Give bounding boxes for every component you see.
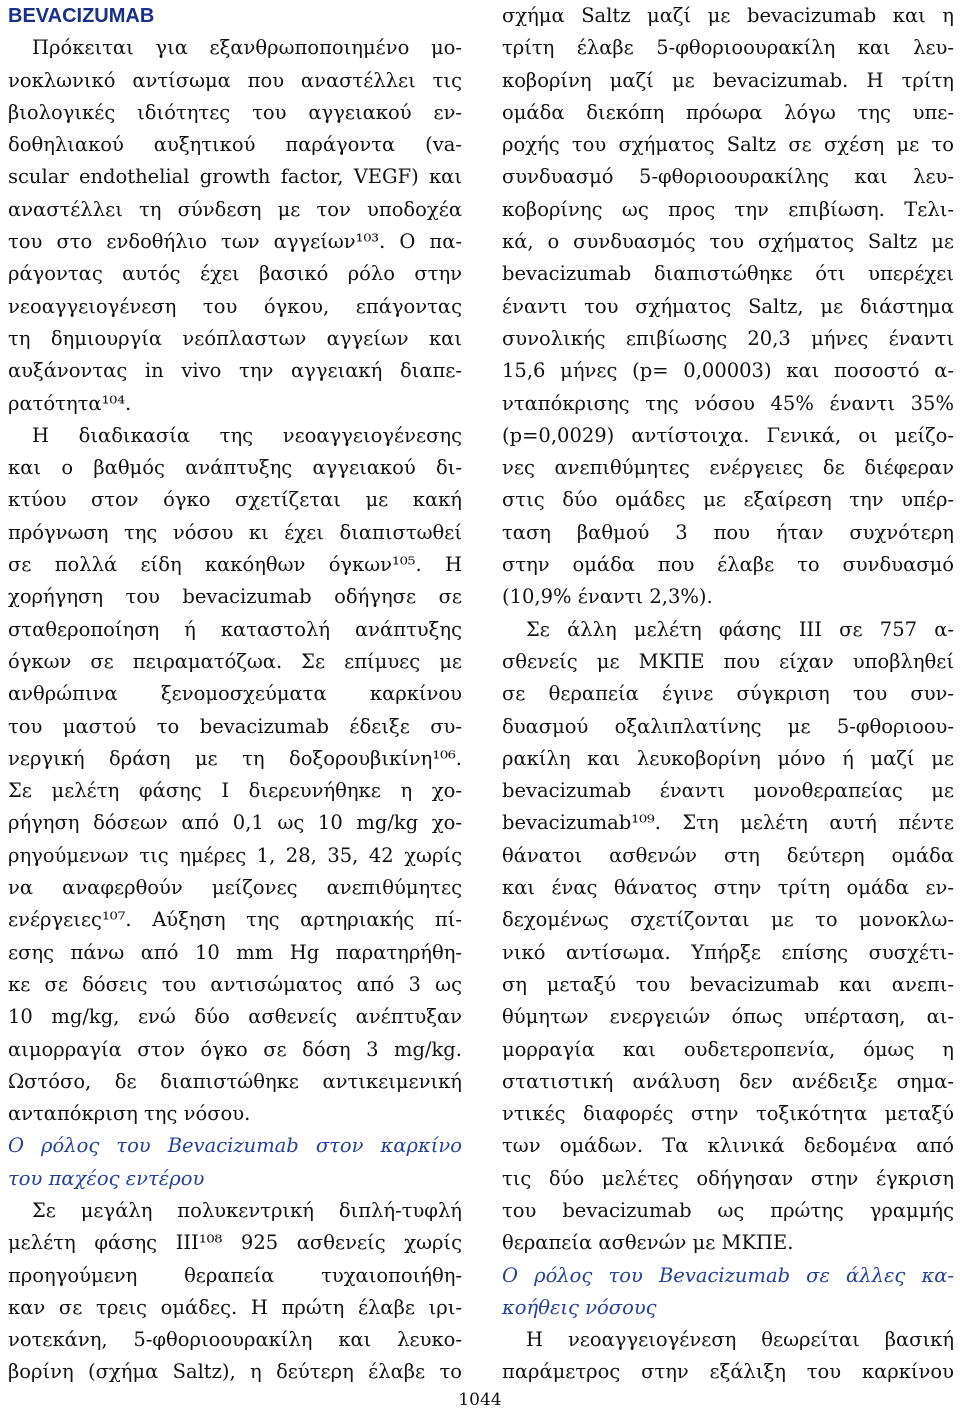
text-line: 15,6 μήνες (p= 0,00003) και ποσοστό α- bbox=[502, 359, 954, 383]
text-line: συνολικής επιβίωσης 20,3 μήνες έναντι bbox=[502, 326, 954, 350]
text-line: ράγοντας αυτός έχει βασικό ρόλο στην bbox=[8, 262, 462, 286]
text-line: ρατότητα¹⁰⁴. bbox=[8, 391, 132, 415]
text-line: τις δύο μελέτες οδήγησαν στην έγκριση bbox=[502, 1166, 954, 1190]
page-number: 1044 bbox=[458, 1390, 502, 1410]
text-line: (p=0,0029) αντίστοιχα. Γενικά, οι μείζο- bbox=[502, 423, 954, 447]
left-column bbox=[8, 0, 462, 1389]
text-line: και ένας θάνατος στην τρίτη ομάδα εν- bbox=[502, 876, 954, 900]
text-line: συνδυασμό 5-φθοριοουρακίλης και λευ- bbox=[502, 165, 954, 189]
text-line: του bevacizumab ως πρώτης γραμμής bbox=[502, 1198, 954, 1222]
text-line: του στο ενδοθήλιο των αγγείων¹⁰³. Ο πα- bbox=[8, 230, 462, 254]
text-line: να αναφερθούν μείζονες ανεπιθύμητες bbox=[8, 876, 462, 900]
text-line: σχήμα Saltz μαζί με bevacizumab και η bbox=[502, 4, 954, 27]
text-line: scular endothelial growth factor, VEGF) και bbox=[8, 165, 462, 189]
section-heading: του παχέος εντέρου bbox=[8, 1166, 205, 1190]
text-line: αυξάνοντας in vivo την αγγειακή διαπε- bbox=[8, 359, 462, 383]
text-line: δοθηλιακού αυξητικού παράγοντα (va- bbox=[8, 133, 462, 157]
text-line: ρακίλη και λευκοβορίνη μόνο ή μαζί με bbox=[502, 746, 954, 770]
text-line: κε σε δόσεις του αντισώματος από 3 ως bbox=[8, 972, 462, 996]
text-line: εσης πάνω από 10 mm Hg παρατηρήθη- bbox=[8, 940, 462, 964]
text-line: bevacizumab έναντι μονοθεραπείας με bbox=[502, 779, 954, 803]
text-line: ροχής του σχήματος Saltz σε σχέση με το bbox=[502, 133, 954, 157]
text-line: ντικές διαφορές στην τοξικότητα μεταξύ bbox=[502, 1102, 954, 1126]
text-line: Πρόκειται για εξανθρωποποιημένο μο- bbox=[32, 36, 462, 60]
text-line: νταπόκρισης της νόσου 45% έναντι 35% bbox=[502, 391, 954, 415]
section-heading: κοήθεις νόσους bbox=[502, 1295, 657, 1319]
text-line: του μαστού το bevacizumab έδειξε συ- bbox=[8, 714, 462, 738]
text-line: παράμετρος στην εξάλιξη του καρκίνου bbox=[502, 1360, 954, 1384]
text-line: Σε μεγάλη πολυκεντρική διπλή-τυφλή bbox=[32, 1198, 462, 1222]
text-line: αναστέλλει τη σύνδεση με τον υποδοχέα bbox=[8, 197, 462, 221]
text-line: σθενείς με ΜΚΠΕ που είχαν υποβληθεί bbox=[502, 649, 954, 673]
text-line: μορραγία και ουδετεροπενία, όμως η bbox=[502, 1037, 954, 1061]
text-line: όγκων σε πειραματόζωα. Σε επίμυες με bbox=[8, 649, 462, 673]
text-line: καν σε τρεις ομάδες. Η πρώτη έλαβε ιρι- bbox=[8, 1295, 462, 1319]
text-line: νικό αντίσωμα. Υπήρξε επίσης συσχέτι- bbox=[502, 940, 954, 964]
text-line: ανταπόκριση της νόσου. bbox=[8, 1102, 251, 1126]
text-line: bevacizumab διαπιστώθηκε ότι υπερέχει bbox=[502, 262, 954, 286]
text-line: νοτεκάνη, 5-φθοριοουρακίλη και λευκο- bbox=[8, 1328, 462, 1352]
text-line: νεργική δράση με τη δοξορουβικίνη¹⁰⁶. bbox=[8, 746, 462, 770]
text-line: 10 mg/kg, ενώ δύο ασθενείς ανέπτυξαν bbox=[8, 1005, 462, 1029]
text-line: δυασμού οξαλιπλατίνης με 5-φθοριοου- bbox=[502, 714, 954, 738]
text-line: μελέτη φάσης III¹⁰⁸ 925 ασθενείς χωρίς bbox=[8, 1231, 462, 1255]
text-line: θύμητων ενεργειών όπως υπέρταση, αι- bbox=[502, 1005, 954, 1029]
text-line: τρίτη έλαβε 5-φθοριοουρακίλη και λευ- bbox=[502, 36, 954, 60]
text-line: θεραπεία ασθενών με ΜΚΠΕ. bbox=[502, 1231, 794, 1255]
text-line: σταθεροποίηση ή καταστολή ανάπτυξης bbox=[8, 617, 462, 641]
text-line: σε πολλά είδη κακόηθων όγκων¹⁰⁵. Η bbox=[8, 553, 462, 577]
text-line: προηγούμενη θεραπεία τυχαιοποιήθη- bbox=[8, 1263, 462, 1287]
text-line: ανθρώπινα ξενομοσχεύματα καρκίνου bbox=[8, 682, 462, 706]
text-line: ενέργειες¹⁰⁷. Αύξηση της αρτηριακής πί- bbox=[8, 908, 462, 932]
text-line: έναντι του σχήματος Saltz, με διάστημα bbox=[502, 294, 954, 318]
article-title: BEVACIZUMAB bbox=[8, 5, 155, 27]
text-line: των ομάδων. Τα κλινικά δεδομένα από bbox=[502, 1134, 954, 1158]
text-line: πρόγνωση της νόσου κι έχει διαπιστωθεί bbox=[8, 520, 462, 544]
text-line: Σε μελέτη φάσης I διερευνήθηκε η χο- bbox=[8, 779, 462, 803]
text-line: κοβορίνη μαζί με bevacizumab. Η τρίτη bbox=[502, 68, 954, 92]
text-line: νες ανεπιθύμητες ενέργειες δε διέφεραν bbox=[502, 456, 954, 480]
text-line: σε θεραπεία έγινε σύγκριση του συν- bbox=[502, 682, 954, 706]
text-line: Η διαδικασία της νεοαγγειογένεσης bbox=[32, 423, 462, 447]
text-line: νοκλωνικό αντίσωμα που αναστέλλει τις bbox=[8, 68, 462, 92]
text-line: δεχομένως σχετίζονται με το μονοκλω- bbox=[502, 908, 954, 932]
text-line: Ωστόσο, δε διαπιστώθηκε αντικειμενική bbox=[8, 1069, 462, 1093]
text-line: τη δημιουργία νεόπλαστων αγγείων και bbox=[8, 326, 462, 350]
text-line: ταση βαθμού 3 που ήταν συχνότερη bbox=[502, 520, 954, 544]
text-line: ση μεταξύ του bevacizumab και ανεπι- bbox=[502, 972, 954, 996]
text-line: νεοαγγειογένεση του όγκου, επάγοντας bbox=[8, 294, 462, 318]
text-line: Σε άλλη μελέτη φάσης III σε 757 α- bbox=[526, 617, 954, 641]
text-line: στατιστική ανάλυση δεν ανέδειξε σημα- bbox=[502, 1069, 954, 1093]
text-line: στην ομάδα που έλαβε το συνδυασμό bbox=[502, 553, 954, 577]
text-line: βορίνη (σχήμα Saltz), η δεύτερη έλαβε το bbox=[8, 1360, 462, 1384]
text-line: bevacizumab¹⁰⁹. Στη μελέτη αυτή πέντε bbox=[502, 811, 954, 835]
text-line: ρηγούμενων τις ημέρες 1, 28, 35, 42 χωρίς bbox=[8, 843, 462, 867]
text-line: Η νεοαγγειογένεση θεωρείται βασική bbox=[526, 1328, 954, 1352]
text-line: στις δύο ομάδες με εξαίρεση την υπέρ- bbox=[502, 488, 954, 512]
text-line: (10,9% έναντι 2,3%). bbox=[502, 585, 713, 609]
section-heading: Ο ρόλος του Bevacizumab σε άλλες κα- bbox=[502, 1263, 954, 1287]
text-line: και ο βαθμός ανάπτυξης αγγειακού δι- bbox=[8, 456, 462, 480]
text-line: αιμορραγία στον όγκο σε δόση 3 mg/kg. bbox=[8, 1037, 462, 1061]
text-line: ομάδα διεκόπη πρόωρα λόγω της υπε- bbox=[502, 100, 954, 124]
text-line: κτύου στον όγκο σχετίζεται με κακή bbox=[8, 488, 462, 512]
text-line: χορήγηση του bevacizumab οδήγησε σε bbox=[8, 585, 462, 609]
text-line: θάνατοι ασθενών στη δεύτερη ομάδα bbox=[502, 843, 954, 867]
text-line: βιολογικές ιδιότητες του αγγειακού εν- bbox=[8, 100, 462, 124]
text-line: κά, ο συνδυασμός του σχήματος Saltz με bbox=[502, 230, 954, 254]
section-heading: Ο ρόλος του Bevacizumab στον καρκίνο bbox=[8, 1134, 462, 1158]
text-line: κοβορίνης ως προς την επιβίωση. Τελι- bbox=[502, 197, 954, 221]
right-column bbox=[502, 0, 954, 1389]
text-line: ρήγηση δόσεων από 0,1 ως 10 mg/kg χο- bbox=[8, 811, 462, 835]
